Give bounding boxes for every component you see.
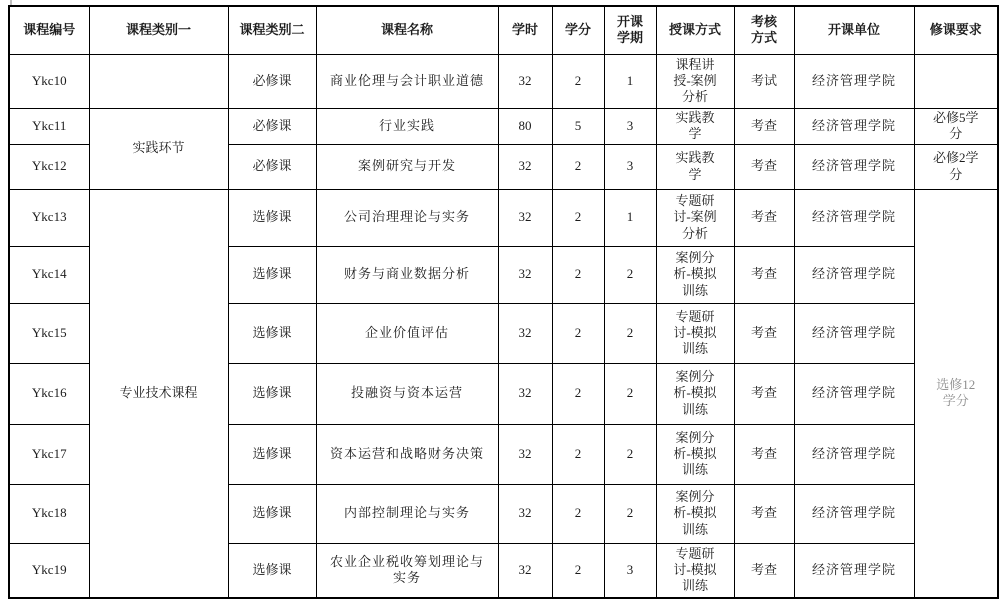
hours-cell: 32 bbox=[498, 363, 552, 424]
department-text: 经济管理学院 bbox=[811, 385, 896, 401]
category2-cell: 选修课 bbox=[228, 363, 316, 424]
teaching-method-text: 实践教学 bbox=[675, 109, 715, 141]
requirement-cell bbox=[914, 108, 998, 144]
header-assessment-label: 考核方式 bbox=[750, 14, 777, 46]
requirement-text: 必修5学分 bbox=[932, 109, 979, 141]
teaching-method-cell bbox=[656, 108, 734, 144]
department-cell bbox=[794, 424, 914, 484]
course-name-text: 案例研究与开发 bbox=[357, 158, 456, 174]
course-code-cell: Ykc15 bbox=[9, 303, 89, 363]
course-name-text: 公司治理理论与实务 bbox=[343, 209, 470, 225]
semester-cell: 2 bbox=[604, 246, 656, 303]
course-name-text: 农业企业税收筹划理论与实务 bbox=[329, 554, 484, 586]
course-name-cell bbox=[316, 424, 498, 484]
table-row bbox=[9, 189, 998, 246]
teaching-method-cell bbox=[656, 484, 734, 543]
teaching-method-text: 实践教学 bbox=[675, 150, 715, 182]
teaching-method-cell bbox=[656, 543, 734, 598]
department-text: 经济管理学院 bbox=[811, 505, 896, 521]
header-department: 开课单位 bbox=[794, 6, 914, 54]
course-name-cell bbox=[316, 54, 498, 108]
hours-cell: 32 bbox=[498, 246, 552, 303]
department-cell bbox=[794, 189, 914, 246]
course-name-text: 资本运营和战略财务决策 bbox=[329, 445, 484, 461]
header-semester-label: 开课学期 bbox=[616, 14, 643, 46]
assessment-cell: 考查 bbox=[734, 484, 794, 543]
hours-cell: 32 bbox=[498, 484, 552, 543]
course-name-cell bbox=[316, 484, 498, 543]
requirement-elective-cell bbox=[914, 189, 998, 598]
credits-cell: 2 bbox=[552, 543, 604, 598]
semester-cell: 3 bbox=[604, 144, 656, 189]
department-cell bbox=[794, 484, 914, 543]
department-cell bbox=[794, 144, 914, 189]
semester-cell: 3 bbox=[604, 543, 656, 598]
semester-cell: 3 bbox=[604, 108, 656, 144]
teaching-method-cell bbox=[656, 424, 734, 484]
assessment-cell: 考查 bbox=[734, 189, 794, 246]
credits-cell: 2 bbox=[552, 484, 604, 543]
teaching-method-cell bbox=[656, 303, 734, 363]
semester-cell: 2 bbox=[604, 363, 656, 424]
header-row bbox=[9, 6, 998, 54]
department-text: 经济管理学院 bbox=[811, 266, 896, 282]
course-name-text: 财务与商业数据分析 bbox=[343, 266, 470, 282]
hours-cell: 32 bbox=[498, 54, 552, 108]
hours-cell: 32 bbox=[498, 543, 552, 598]
course-name-cell bbox=[316, 108, 498, 144]
department-text: 经济管理学院 bbox=[811, 445, 896, 461]
course-name-cell bbox=[316, 144, 498, 189]
category2-cell: 必修课 bbox=[228, 144, 316, 189]
assessment-cell: 考查 bbox=[734, 543, 794, 598]
semester-cell: 2 bbox=[604, 484, 656, 543]
hours-cell: 32 bbox=[498, 303, 552, 363]
department-text: 经济管理学院 bbox=[811, 158, 896, 174]
course-code-cell: Ykc14 bbox=[9, 246, 89, 303]
course-code-cell: Ykc19 bbox=[9, 543, 89, 598]
course-code-cell: Ykc16 bbox=[9, 363, 89, 424]
hours-cell: 32 bbox=[498, 424, 552, 484]
requirement-cell bbox=[914, 144, 998, 189]
category2-cell: 必修课 bbox=[228, 108, 316, 144]
department-text: 经济管理学院 bbox=[811, 72, 896, 88]
course-code-cell: Ykc17 bbox=[9, 424, 89, 484]
course-name-text: 商业伦理与会计职业道德 bbox=[329, 72, 484, 88]
header-category1: 课程类别一 bbox=[89, 6, 228, 54]
teaching-method-cell bbox=[656, 189, 734, 246]
assessment-cell: 考查 bbox=[734, 303, 794, 363]
credits-cell: 5 bbox=[552, 108, 604, 144]
assessment-cell: 考查 bbox=[734, 144, 794, 189]
header-teaching-method: 授课方式 bbox=[656, 6, 734, 54]
course-name-text: 投融资与资本运营 bbox=[350, 385, 463, 401]
table-row bbox=[9, 54, 998, 108]
semester-cell: 1 bbox=[604, 54, 656, 108]
department-cell bbox=[794, 543, 914, 598]
credits-cell: 2 bbox=[552, 363, 604, 424]
header-course-code: 课程编号 bbox=[9, 6, 89, 54]
course-code-cell: Ykc13 bbox=[9, 189, 89, 246]
credits-cell: 2 bbox=[552, 144, 604, 189]
header-course-name: 课程名称 bbox=[316, 6, 498, 54]
assessment-cell: 考查 bbox=[734, 363, 794, 424]
semester-cell: 2 bbox=[604, 303, 656, 363]
header-requirement: 修课要求 bbox=[914, 6, 998, 54]
hours-cell: 80 bbox=[498, 108, 552, 144]
category1-professional-cell: 专业技术课程 bbox=[89, 189, 228, 598]
teaching-method-text: 专题研讨-模拟训练 bbox=[673, 308, 717, 357]
course-name-cell bbox=[316, 543, 498, 598]
teaching-method-text: 案例分析-模拟训练 bbox=[673, 250, 717, 298]
semester-cell: 1 bbox=[604, 189, 656, 246]
category2-cell: 选修课 bbox=[228, 189, 316, 246]
assessment-cell: 考试 bbox=[734, 54, 794, 108]
header-category2: 课程类别二 bbox=[228, 6, 316, 54]
header-assessment bbox=[734, 6, 794, 54]
credits-cell: 2 bbox=[552, 189, 604, 246]
course-name-text: 内部控制理论与实务 bbox=[343, 505, 470, 521]
category1-practice-cell: 实践环节 bbox=[89, 108, 228, 189]
teaching-method-text: 案例分析-模拟训练 bbox=[673, 429, 717, 478]
course-name-cell bbox=[316, 246, 498, 303]
table-row bbox=[9, 108, 998, 144]
category2-cell: 选修课 bbox=[228, 484, 316, 543]
teaching-method-text: 案例分析-模拟训练 bbox=[673, 489, 717, 537]
semester-cell: 2 bbox=[604, 424, 656, 484]
credits-cell: 2 bbox=[552, 54, 604, 108]
department-text: 经济管理学院 bbox=[811, 562, 896, 578]
course-code-cell: Ykc10 bbox=[9, 54, 89, 108]
course-code-cell: Ykc18 bbox=[9, 484, 89, 543]
requirement-text: 必修2学分 bbox=[932, 150, 979, 182]
category2-cell: 选修课 bbox=[228, 303, 316, 363]
course-name-cell bbox=[316, 363, 498, 424]
course-code-cell: Ykc12 bbox=[9, 144, 89, 189]
course-name-cell bbox=[316, 189, 498, 246]
credits-cell: 2 bbox=[552, 424, 604, 484]
category2-cell: 选修课 bbox=[228, 246, 316, 303]
teaching-method-cell bbox=[656, 246, 734, 303]
teaching-method-text: 专题研讨-案例分析 bbox=[673, 193, 717, 241]
course-name-text: 企业价值评估 bbox=[364, 324, 449, 340]
category2-cell: 必修课 bbox=[228, 54, 316, 108]
teaching-method-cell bbox=[656, 144, 734, 189]
category2-cell: 选修课 bbox=[228, 424, 316, 484]
course-name-text: 行业实践 bbox=[378, 117, 435, 133]
course-plan-table bbox=[8, 5, 999, 599]
course-code-cell: Ykc11 bbox=[9, 108, 89, 144]
credits-cell: 2 bbox=[552, 246, 604, 303]
department-cell bbox=[794, 303, 914, 363]
header-credits: 学分 bbox=[552, 6, 604, 54]
hours-cell: 32 bbox=[498, 144, 552, 189]
department-cell bbox=[794, 54, 914, 108]
teaching-method-cell bbox=[656, 54, 734, 108]
department-text: 经济管理学院 bbox=[811, 324, 896, 340]
teaching-method-text: 专题研讨-模拟训练 bbox=[673, 545, 717, 594]
department-text: 经济管理学院 bbox=[811, 209, 896, 225]
teaching-method-text: 课程讲授-案例分析 bbox=[673, 56, 717, 105]
teaching-method-text: 案例分析-模拟训练 bbox=[673, 369, 717, 417]
teaching-method-cell bbox=[656, 363, 734, 424]
category1-blank-cell bbox=[89, 54, 228, 108]
department-text: 经济管理学院 bbox=[811, 117, 896, 133]
course-name-cell bbox=[316, 303, 498, 363]
hours-cell: 32 bbox=[498, 189, 552, 246]
assessment-cell: 考查 bbox=[734, 424, 794, 484]
requirement-elective-text: 选修12学分 bbox=[936, 377, 976, 409]
header-hours: 学时 bbox=[498, 6, 552, 54]
department-cell bbox=[794, 363, 914, 424]
requirement-blank-cell bbox=[914, 54, 998, 108]
department-cell bbox=[794, 108, 914, 144]
category2-cell: 选修课 bbox=[228, 543, 316, 598]
assessment-cell: 考查 bbox=[734, 246, 794, 303]
assessment-cell: 考查 bbox=[734, 108, 794, 144]
credits-cell: 2 bbox=[552, 303, 604, 363]
header-semester bbox=[604, 6, 656, 54]
department-cell bbox=[794, 246, 914, 303]
